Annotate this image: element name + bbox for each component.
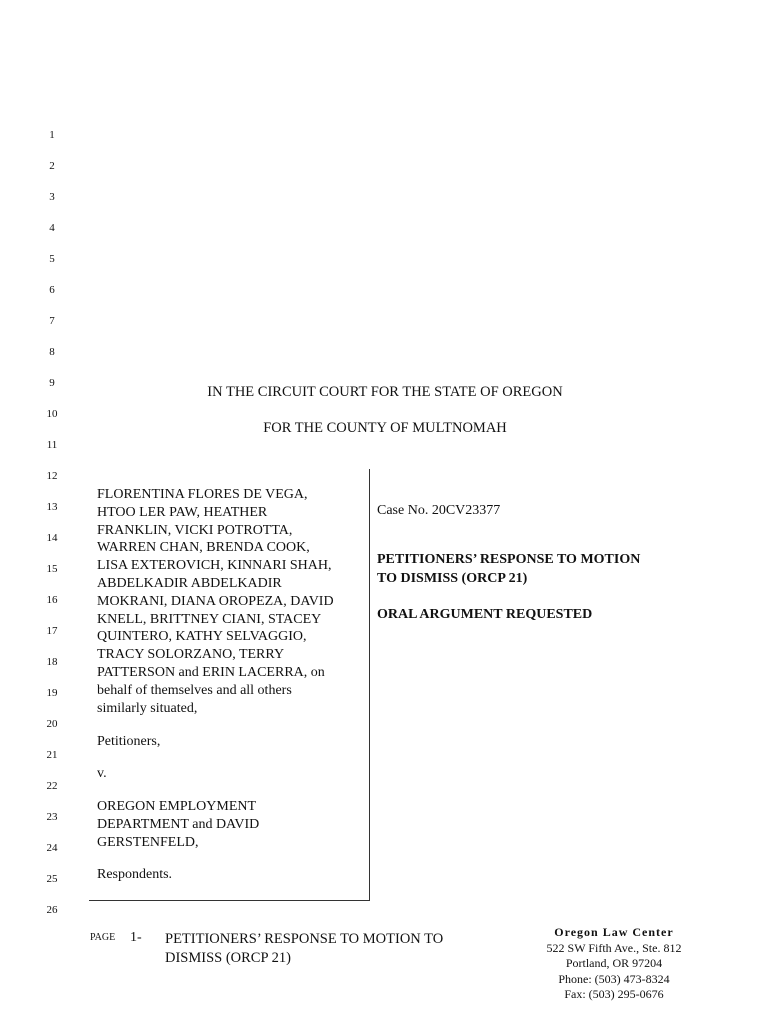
line-number: 1 bbox=[49, 129, 55, 141]
footer-title-line1: PETITIONERS’ RESPONSE TO MOTION TO bbox=[165, 931, 444, 947]
line-number: 8 bbox=[49, 346, 55, 358]
line-number: 6 bbox=[49, 284, 55, 296]
line-number: 23 bbox=[46, 811, 58, 823]
petitioner-line: PATTERSON and ERIN LACERRA, on bbox=[97, 664, 325, 680]
petitioner-line: FRANKLIN, VICKI POTROTTA, bbox=[97, 522, 293, 538]
firm-fax: Fax: (503) 295-0676 bbox=[564, 987, 664, 1001]
firm-phone: Phone: (503) 473-8324 bbox=[558, 971, 670, 986]
firm-address-line2: Portland, OR 97204 bbox=[565, 956, 663, 970]
petitioner-line: KNELL, BRITTNEY CIANI, STACEY bbox=[97, 611, 322, 627]
footer-page-label: PAGE bbox=[90, 932, 116, 943]
petitioner-line: ABDELKADIR ABDELKADIR bbox=[97, 575, 282, 591]
petitioners-label: Petitioners, bbox=[97, 734, 161, 750]
line-number: 26 bbox=[46, 904, 58, 916]
respondents-label: Respondents. bbox=[97, 867, 173, 883]
petitioner-line: TRACY SOLORZANO, TERRY bbox=[97, 647, 285, 663]
line-number: 25 bbox=[46, 873, 58, 885]
petitioner-line: LISA EXTEROVICH, KINNARI SHAH, bbox=[97, 558, 332, 574]
line-number: 14 bbox=[46, 532, 58, 544]
respondent-line: GERSTENFELD, bbox=[97, 834, 199, 850]
line-number: 22 bbox=[46, 780, 58, 792]
line-number: 17 bbox=[46, 625, 58, 637]
line-number: 12 bbox=[46, 470, 58, 482]
firm-name: Oregon Law Center bbox=[554, 925, 674, 939]
petitioner-line: similarly situated, bbox=[97, 700, 198, 716]
oral-argument: ORAL ARGUMENT REQUESTED bbox=[377, 607, 593, 622]
line-number: 18 bbox=[46, 656, 58, 668]
respondent-line: DEPARTMENT and DAVID bbox=[97, 816, 260, 832]
petitioner-line: HTOO LER PAW, HEATHER bbox=[97, 504, 268, 520]
line-number: 4 bbox=[49, 222, 55, 234]
line-number: 13 bbox=[46, 501, 58, 513]
county-heading: FOR THE COUNTY OF MULTNOMAH bbox=[263, 420, 507, 436]
court-heading: IN THE CIRCUIT COURT FOR THE STATE OF OREGON bbox=[207, 384, 563, 400]
line-number: 24 bbox=[46, 842, 58, 854]
footer-page-number: 1- bbox=[130, 930, 142, 945]
footer-title bbox=[165, 930, 475, 968]
line-number: 16 bbox=[46, 594, 58, 606]
line-number: 9 bbox=[49, 377, 55, 389]
caption-divider-vertical bbox=[369, 469, 370, 901]
petitioner-line: QUINTERO, KATHY SELVAGGIO, bbox=[97, 629, 307, 645]
line-number: 3 bbox=[49, 191, 55, 203]
line-number: 2 bbox=[49, 160, 55, 172]
versus: v. bbox=[97, 766, 107, 782]
petitioner-line: WARREN CHAN, BRENDA COOK, bbox=[97, 540, 310, 556]
footer-title-line2: DISMISS (ORCP 21) bbox=[165, 950, 291, 966]
caption-parties bbox=[97, 486, 365, 884]
respondent-line: OREGON EMPLOYMENT bbox=[97, 798, 257, 814]
line-number: 5 bbox=[49, 253, 55, 265]
petitioner-line: FLORENTINA FLORES DE VEGA, bbox=[97, 487, 308, 502]
line-number: 20 bbox=[46, 718, 58, 730]
line-number: 7 bbox=[49, 315, 55, 327]
line-number: 11 bbox=[46, 439, 58, 451]
petitioner-line: MOKRANI, DIANA OROPEZA, DAVID bbox=[97, 593, 334, 609]
petitioner-line: behalf of themselves and all others bbox=[97, 682, 292, 698]
case-number: Case No. 20CV23377 bbox=[377, 503, 501, 518]
firm-address-line1: 522 SW Fifth Ave., Ste. 812 bbox=[546, 940, 682, 955]
line-number: 21 bbox=[46, 749, 58, 761]
firm-block bbox=[530, 925, 698, 1003]
caption-divider-horizontal bbox=[89, 900, 370, 901]
document-title-line2: TO DISMISS (ORCP 21) bbox=[377, 571, 528, 586]
document-title-line1: PETITIONERS’ RESPONSE TO MOTION bbox=[377, 552, 641, 567]
line-number: 19 bbox=[46, 687, 58, 699]
line-number: 10 bbox=[46, 408, 58, 420]
line-number: 15 bbox=[46, 563, 58, 575]
